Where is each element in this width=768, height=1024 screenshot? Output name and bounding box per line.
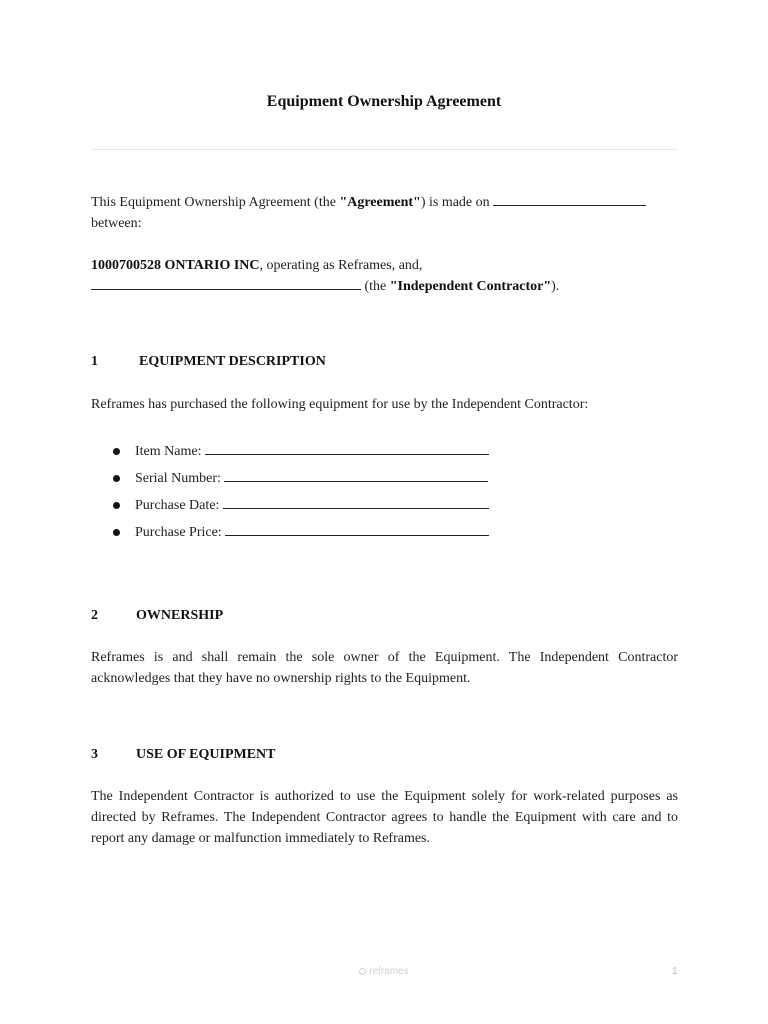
purchase-date-blank[interactable] bbox=[223, 496, 489, 509]
and-word: and, bbox=[398, 258, 423, 273]
page-number: 1 bbox=[672, 966, 678, 977]
serial-number-blank[interactable] bbox=[224, 469, 488, 482]
parties-paragraph bbox=[91, 255, 678, 297]
intro-text-3: between: bbox=[91, 216, 142, 231]
operating-as-text: , operating as Reframes, bbox=[259, 258, 399, 273]
purchase-price-label: Purchase Price: bbox=[135, 525, 222, 540]
bullet-icon bbox=[113, 529, 120, 536]
section-3-body: The Independent Contractor is authorized to use the Equipment solely for work-related purposes as directed by Reframes. The Independent Contractor agrees to handle the Equipment with care and to report any damage or malfunction immediately to Reframes. bbox=[91, 789, 678, 846]
section-3-title: USE OF EQUIPMENT bbox=[136, 747, 276, 762]
section-2-heading bbox=[91, 608, 223, 624]
bullet-icon bbox=[113, 475, 120, 482]
purchase-date-label: Purchase Date: bbox=[135, 498, 220, 513]
item-name-label: Item Name: bbox=[135, 444, 202, 459]
footer-logo-text: reframes bbox=[369, 966, 409, 977]
list-item bbox=[113, 495, 489, 522]
intro-text-1: This Equipment Ownership Agreement (the bbox=[91, 195, 340, 210]
agreement-term: "Agreement" bbox=[339, 195, 421, 210]
the-open-text: (the bbox=[364, 279, 390, 294]
reframes-logo-icon bbox=[359, 968, 366, 975]
contractor-name-blank[interactable] bbox=[91, 277, 361, 290]
purchase-price-blank[interactable] bbox=[225, 523, 489, 536]
section-2-title: OWNERSHIP bbox=[136, 608, 224, 623]
equipment-field-list bbox=[113, 441, 489, 549]
section-1-body: Reframes has purchased the following equipment for use by the Independent Contractor: bbox=[91, 397, 589, 412]
document-title: Equipment Ownership Agreement bbox=[266, 93, 502, 110]
section-2-number: 2 bbox=[91, 608, 98, 623]
serial-number-label: Serial Number: bbox=[135, 471, 221, 486]
footer-logo bbox=[0, 966, 768, 977]
section-2-body: Reframes is and shall remain the sole owner of the Equipment. The Independent Contractor acknowledges that they have no ownership rights to the Equipment. bbox=[91, 650, 678, 686]
close-text: ). bbox=[551, 279, 560, 294]
bullet-icon bbox=[113, 502, 120, 509]
date-blank[interactable] bbox=[493, 193, 646, 206]
section-1-heading bbox=[91, 354, 326, 370]
title-divider bbox=[91, 149, 678, 150]
company-name: 1000700528 ONTARIO INC bbox=[91, 258, 260, 273]
section-3-heading bbox=[91, 747, 276, 763]
item-name-blank[interactable] bbox=[205, 442, 489, 455]
section-3-number: 3 bbox=[91, 747, 98, 762]
contractor-term: "Independent Contractor" bbox=[389, 279, 552, 294]
section-1-number: 1 bbox=[91, 354, 98, 369]
list-item bbox=[113, 468, 489, 495]
intro-paragraph bbox=[91, 192, 678, 234]
list-item bbox=[113, 522, 489, 549]
list-item bbox=[113, 441, 489, 468]
section-1-title: EQUIPMENT DESCRIPTION bbox=[139, 354, 326, 369]
intro-text-2: ) is made on bbox=[420, 195, 490, 210]
bullet-icon bbox=[113, 448, 120, 455]
